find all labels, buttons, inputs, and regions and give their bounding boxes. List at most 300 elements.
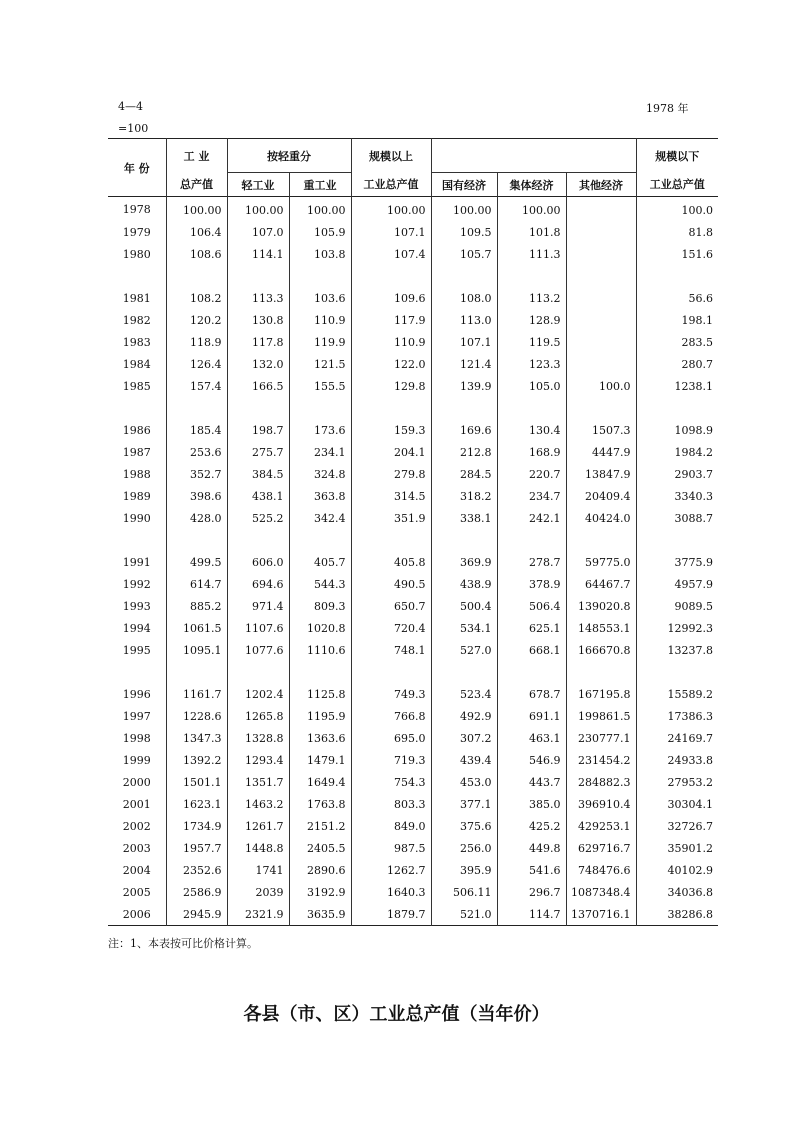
cell-other: 231454.2 [566, 749, 636, 771]
cell-collective: 242.1 [497, 507, 566, 529]
table-row [108, 859, 718, 881]
cell-above: 748.1 [351, 639, 431, 661]
cell-above: 754.3 [351, 771, 431, 793]
cell-light: 100.00 [227, 197, 289, 222]
col-above-scale-header-top: 规模以上 [351, 139, 431, 173]
cell-below: 3775.9 [674, 555, 714, 569]
cell-state: 338.1 [431, 507, 497, 529]
cell-total: 1392.2 [166, 749, 227, 771]
cell-state: 438.9 [431, 573, 497, 595]
cell-below: 100.0 [681, 203, 714, 217]
cell-total: 126.4 [166, 353, 227, 375]
cell-year: 1991 [108, 551, 166, 573]
table-body [108, 197, 718, 926]
next-section-title: 各县（市、区）工业总产值（当年价） [243, 1004, 550, 1025]
spacer-cell [166, 529, 227, 551]
cell-below: 27953.2 [667, 775, 714, 789]
col-above-scale-header-bottom: 工业总产值 [351, 173, 431, 197]
cell-below: 56.6 [688, 291, 714, 305]
cell-state: 492.9 [431, 705, 497, 727]
cell-state: 113.0 [431, 309, 497, 331]
cell-other [566, 287, 636, 309]
col-other-header: 其他经济 [566, 173, 636, 197]
cell-below: 2903.7 [674, 467, 714, 481]
cell-state: 105.7 [431, 243, 497, 265]
cell-above: 117.9 [351, 309, 431, 331]
cell-total: 398.6 [166, 485, 227, 507]
spacer-cell [351, 529, 431, 551]
cell-total: 352.7 [166, 463, 227, 485]
cell-year: 1989 [108, 485, 166, 507]
cell-collective: 128.9 [497, 309, 566, 331]
cell-below: 1098.9 [674, 423, 714, 437]
cell-above: 314.5 [351, 485, 431, 507]
cell-light: 1328.8 [227, 727, 289, 749]
table-header [108, 139, 718, 197]
table-row [108, 771, 718, 793]
table-row [108, 463, 718, 485]
spacer-cell [166, 397, 227, 419]
cell-year: 1987 [108, 441, 166, 463]
cell-other: 148553.1 [566, 617, 636, 639]
cell-year: 1990 [108, 507, 166, 529]
cell-light: 130.8 [227, 309, 289, 331]
cell-year: 1985 [108, 375, 166, 397]
cell-total: 1161.7 [166, 683, 227, 705]
cell-below: 13237.8 [667, 643, 714, 657]
table-row [108, 485, 718, 507]
cell-above: 803.3 [351, 793, 431, 815]
cell-year: 1983 [108, 331, 166, 353]
cell-state: 107.1 [431, 331, 497, 353]
table-row [108, 837, 718, 859]
cell-below: 3340.3 [674, 489, 714, 503]
cell-heavy: 3635.9 [289, 903, 351, 926]
cell-collective: 278.7 [497, 551, 566, 573]
cell-heavy: 1479.1 [289, 749, 351, 771]
cell-light: 1107.6 [227, 617, 289, 639]
cell-above: 719.3 [351, 749, 431, 771]
cell-state: 521.0 [431, 903, 497, 926]
cell-light: 117.8 [227, 331, 289, 353]
cell-light: 107.0 [227, 221, 289, 243]
cell-below: 4957.9 [674, 577, 714, 591]
cell-below: 40102.9 [667, 863, 714, 877]
cell-other: 13847.9 [566, 463, 636, 485]
cell-total: 885.2 [166, 595, 227, 617]
base-year-label: 1978 年 [646, 102, 689, 115]
cell-above: 351.9 [351, 507, 431, 529]
cell-other [566, 243, 636, 265]
cell-above: 1879.7 [351, 903, 431, 926]
cell-year: 1979 [108, 221, 166, 243]
cell-year: 1980 [108, 243, 166, 265]
cell-collective: 111.3 [497, 243, 566, 265]
cell-state: 439.4 [431, 749, 497, 771]
cell-heavy: 103.6 [289, 287, 351, 309]
cell-collective: 546.9 [497, 749, 566, 771]
spacer-cell [351, 661, 431, 683]
spacer-cell [289, 661, 351, 683]
table-row [108, 903, 718, 926]
cell-heavy: 1363.6 [289, 727, 351, 749]
spacer-cell [227, 529, 289, 551]
cell-above: 107.4 [351, 243, 431, 265]
cell-other: 20409.4 [566, 485, 636, 507]
table-row [108, 727, 718, 749]
cell-below: 81.8 [688, 225, 714, 239]
spacer-cell [636, 661, 718, 683]
cell-state: 369.9 [431, 551, 497, 573]
spacer-cell [166, 265, 227, 287]
col-heavy-header: 重工业 [289, 173, 351, 197]
cell-year: 1992 [108, 573, 166, 595]
cell-heavy: 121.5 [289, 353, 351, 375]
cell-other: 1370716.1 [566, 903, 636, 926]
cell-state: 534.1 [431, 617, 497, 639]
cell-collective: 668.1 [497, 639, 566, 661]
cell-collective: 168.9 [497, 441, 566, 463]
spacer-cell [108, 529, 166, 551]
col-light-heavy-header: 按轻重分 [227, 139, 351, 173]
cell-collective: 625.1 [497, 617, 566, 639]
cell-state: 318.2 [431, 485, 497, 507]
cell-light: 275.7 [227, 441, 289, 463]
cell-above: 720.4 [351, 617, 431, 639]
cell-above: 110.9 [351, 331, 431, 353]
cell-below: 3088.7 [674, 511, 714, 525]
cell-total: 2586.9 [166, 881, 227, 903]
cell-heavy: 173.6 [289, 419, 351, 441]
cell-year: 2002 [108, 815, 166, 837]
cell-collective: 449.8 [497, 837, 566, 859]
cell-total: 1957.7 [166, 837, 227, 859]
cell-other: 167195.8 [566, 683, 636, 705]
cell-other: 64467.7 [566, 573, 636, 595]
cell-state: 377.1 [431, 793, 497, 815]
spacer-cell [497, 661, 566, 683]
col-below-scale-header-bottom: 工业总产值 [649, 178, 705, 192]
cell-light: 166.5 [227, 375, 289, 397]
cell-below: 24933.8 [667, 753, 714, 767]
cell-below: 9089.5 [674, 599, 714, 613]
cell-light: 1463.2 [227, 793, 289, 815]
cell-collective: 113.2 [497, 287, 566, 309]
cell-below: 12992.3 [667, 621, 714, 635]
cell-total: 499.5 [166, 551, 227, 573]
spacer-cell [431, 661, 497, 683]
cell-light: 606.0 [227, 551, 289, 573]
spacer-cell [227, 265, 289, 287]
cell-collective: 100.00 [497, 197, 566, 222]
cell-below: 280.7 [681, 357, 714, 371]
cell-above: 405.8 [351, 551, 431, 573]
table-row [108, 683, 718, 705]
cell-collective: 105.0 [497, 375, 566, 397]
cell-heavy: 234.1 [289, 441, 351, 463]
cell-year: 2006 [108, 903, 166, 926]
cell-other: 396910.4 [566, 793, 636, 815]
table-row [108, 441, 718, 463]
cell-light: 113.3 [227, 287, 289, 309]
cell-light: 525.2 [227, 507, 289, 529]
cell-total: 1228.6 [166, 705, 227, 727]
cell-total: 1623.1 [166, 793, 227, 815]
cell-year: 2004 [108, 859, 166, 881]
cell-below: 32726.7 [667, 819, 714, 833]
cell-collective: 385.0 [497, 793, 566, 815]
cell-other [566, 309, 636, 331]
cell-collective: 425.2 [497, 815, 566, 837]
cell-above: 279.8 [351, 463, 431, 485]
cell-total: 120.2 [166, 309, 227, 331]
col-year-header: 年 份 [108, 139, 166, 197]
cell-total: 2352.6 [166, 859, 227, 881]
cell-total: 108.6 [166, 243, 227, 265]
cell-state: 212.8 [431, 441, 497, 463]
cell-light: 384.5 [227, 463, 289, 485]
spacer-cell [289, 397, 351, 419]
table-row [108, 197, 718, 222]
cell-above: 159.3 [351, 419, 431, 441]
spacer-cell [289, 265, 351, 287]
cell-collective: 506.4 [497, 595, 566, 617]
spacer-cell [351, 265, 431, 287]
cell-below: 38286.8 [667, 907, 714, 921]
cell-other [566, 197, 636, 222]
col-collective-header: 集体经济 [497, 173, 566, 197]
spacer-cell [431, 265, 497, 287]
col-total-header-bottom: 总产值 [166, 173, 227, 197]
cell-state: 307.2 [431, 727, 497, 749]
cell-year: 1978 [108, 197, 166, 222]
cell-year: 2005 [108, 881, 166, 903]
spacer-cell [566, 265, 636, 287]
cell-other: 629716.7 [566, 837, 636, 859]
col-ownership-header-blank [431, 139, 636, 173]
spacer-cell [227, 661, 289, 683]
cell-state: 500.4 [431, 595, 497, 617]
cell-heavy: 3192.9 [289, 881, 351, 903]
spacer-cell [566, 397, 636, 419]
cell-light: 198.7 [227, 419, 289, 441]
cell-collective: 123.3 [497, 353, 566, 375]
col-light-header: 轻工业 [227, 173, 289, 197]
cell-heavy: 105.9 [289, 221, 351, 243]
cell-other [566, 221, 636, 243]
cell-above: 100.00 [351, 197, 431, 222]
spacer-cell [566, 661, 636, 683]
cell-below: 1984.2 [674, 445, 714, 459]
cell-below: 30304.1 [667, 797, 714, 811]
cell-year: 1999 [108, 749, 166, 771]
cell-below: 1238.1 [674, 379, 714, 393]
cell-light: 1265.8 [227, 705, 289, 727]
cell-light: 2321.9 [227, 903, 289, 926]
cell-light: 971.4 [227, 595, 289, 617]
table-row [108, 375, 718, 397]
spacer-cell [497, 265, 566, 287]
cell-light: 1202.4 [227, 683, 289, 705]
table-row [108, 507, 718, 529]
cell-other: 199861.5 [566, 705, 636, 727]
cell-below: 34036.8 [667, 885, 714, 899]
table-row [108, 815, 718, 837]
spacer-cell [108, 265, 166, 287]
cell-above: 987.5 [351, 837, 431, 859]
cell-total: 1734.9 [166, 815, 227, 837]
cell-state: 121.4 [431, 353, 497, 375]
table-footnote: 注：1、本表按可比价格计算。 [108, 937, 258, 950]
table-row [108, 595, 718, 617]
cell-other: 40424.0 [566, 507, 636, 529]
spacer-cell [636, 265, 718, 287]
cell-light: 114.1 [227, 243, 289, 265]
cell-above: 109.6 [351, 287, 431, 309]
table-row [108, 881, 718, 903]
cell-other: 166670.8 [566, 639, 636, 661]
table-row [108, 353, 718, 375]
cell-collective: 378.9 [497, 573, 566, 595]
table-row [108, 705, 718, 727]
group-spacer-row [108, 397, 718, 419]
cell-year: 2003 [108, 837, 166, 859]
cell-above: 1262.7 [351, 859, 431, 881]
cell-state: 284.5 [431, 463, 497, 485]
cell-heavy: 324.8 [289, 463, 351, 485]
spacer-cell [166, 661, 227, 683]
table-row [108, 331, 718, 353]
spacer-cell [431, 529, 497, 551]
cell-collective: 119.5 [497, 331, 566, 353]
cell-other: 139020.8 [566, 595, 636, 617]
cell-above: 122.0 [351, 353, 431, 375]
spacer-cell [108, 661, 166, 683]
cell-heavy: 2405.5 [289, 837, 351, 859]
cell-state: 139.9 [431, 375, 497, 397]
cell-heavy: 2890.6 [289, 859, 351, 881]
cell-total: 2945.9 [166, 903, 227, 926]
cell-light: 1293.4 [227, 749, 289, 771]
cell-year: 1982 [108, 309, 166, 331]
cell-collective: 296.7 [497, 881, 566, 903]
table-row [108, 573, 718, 595]
cell-other: 429253.1 [566, 815, 636, 837]
cell-total: 1501.1 [166, 771, 227, 793]
cell-total: 157.4 [166, 375, 227, 397]
cell-heavy: 342.4 [289, 507, 351, 529]
table-row [108, 287, 718, 309]
cell-light: 132.0 [227, 353, 289, 375]
cell-state: 108.0 [431, 287, 497, 309]
cell-total: 185.4 [166, 419, 227, 441]
cell-heavy: 544.3 [289, 573, 351, 595]
cell-collective: 691.1 [497, 705, 566, 727]
cell-state: 506.11 [431, 881, 497, 903]
group-spacer-row [108, 265, 718, 287]
cell-heavy: 1195.9 [289, 705, 351, 727]
cell-heavy: 1110.6 [289, 639, 351, 661]
cell-above: 749.3 [351, 683, 431, 705]
cell-above: 1640.3 [351, 881, 431, 903]
cell-year: 1981 [108, 287, 166, 309]
cell-other: 230777.1 [566, 727, 636, 749]
cell-below: 17386.3 [667, 709, 714, 723]
cell-above: 490.5 [351, 573, 431, 595]
cell-other: 748476.6 [566, 859, 636, 881]
cell-state: 527.0 [431, 639, 497, 661]
cell-below: 198.1 [681, 313, 714, 327]
spacer-cell [108, 397, 166, 419]
cell-total: 118.9 [166, 331, 227, 353]
table-row [108, 749, 718, 771]
cell-year: 1995 [108, 639, 166, 661]
cell-heavy: 1763.8 [289, 793, 351, 815]
cell-year: 1988 [108, 463, 166, 485]
col-total-header-top: 工 业 [166, 139, 227, 173]
cell-collective: 234.7 [497, 485, 566, 507]
cell-other: 100.0 [566, 375, 636, 397]
cell-heavy: 103.8 [289, 243, 351, 265]
cell-light: 1351.7 [227, 771, 289, 793]
table-row [108, 793, 718, 815]
table-row [108, 639, 718, 661]
cell-other: 59775.0 [566, 551, 636, 573]
table-row [108, 221, 718, 243]
industrial-output-index-table [108, 138, 718, 926]
cell-below: 35901.2 [667, 841, 714, 855]
cell-other: 1087348.4 [566, 881, 636, 903]
cell-year: 1996 [108, 683, 166, 705]
cell-light: 438.1 [227, 485, 289, 507]
spacer-cell [227, 397, 289, 419]
cell-light: 1077.6 [227, 639, 289, 661]
spacer-cell [289, 529, 351, 551]
cell-collective: 130.4 [497, 419, 566, 441]
cell-total: 614.7 [166, 573, 227, 595]
cell-year: 1986 [108, 419, 166, 441]
cell-year: 2001 [108, 793, 166, 815]
spacer-cell [566, 529, 636, 551]
cell-heavy: 405.7 [289, 551, 351, 573]
cell-collective: 443.7 [497, 771, 566, 793]
cell-heavy: 809.3 [289, 595, 351, 617]
cell-total: 1347.3 [166, 727, 227, 749]
cell-total: 106.4 [166, 221, 227, 243]
cell-light: 2039 [227, 881, 289, 903]
cell-total: 428.0 [166, 507, 227, 529]
cell-heavy: 1649.4 [289, 771, 351, 793]
table-row [108, 617, 718, 639]
cell-collective: 220.7 [497, 463, 566, 485]
cell-light: 1448.8 [227, 837, 289, 859]
cell-state: 453.0 [431, 771, 497, 793]
cell-year: 1994 [108, 617, 166, 639]
cell-total: 1095.1 [166, 639, 227, 661]
cell-year: 1993 [108, 595, 166, 617]
cell-above: 695.0 [351, 727, 431, 749]
cell-heavy: 2151.2 [289, 815, 351, 837]
group-spacer-row [108, 529, 718, 551]
table-row [108, 551, 718, 573]
cell-heavy: 110.9 [289, 309, 351, 331]
cell-collective: 101.8 [497, 221, 566, 243]
cell-heavy: 155.5 [289, 375, 351, 397]
cell-state: 395.9 [431, 859, 497, 881]
cell-collective: 463.1 [497, 727, 566, 749]
cell-total: 100.00 [166, 197, 227, 222]
base-value-label: =100 [118, 122, 149, 135]
